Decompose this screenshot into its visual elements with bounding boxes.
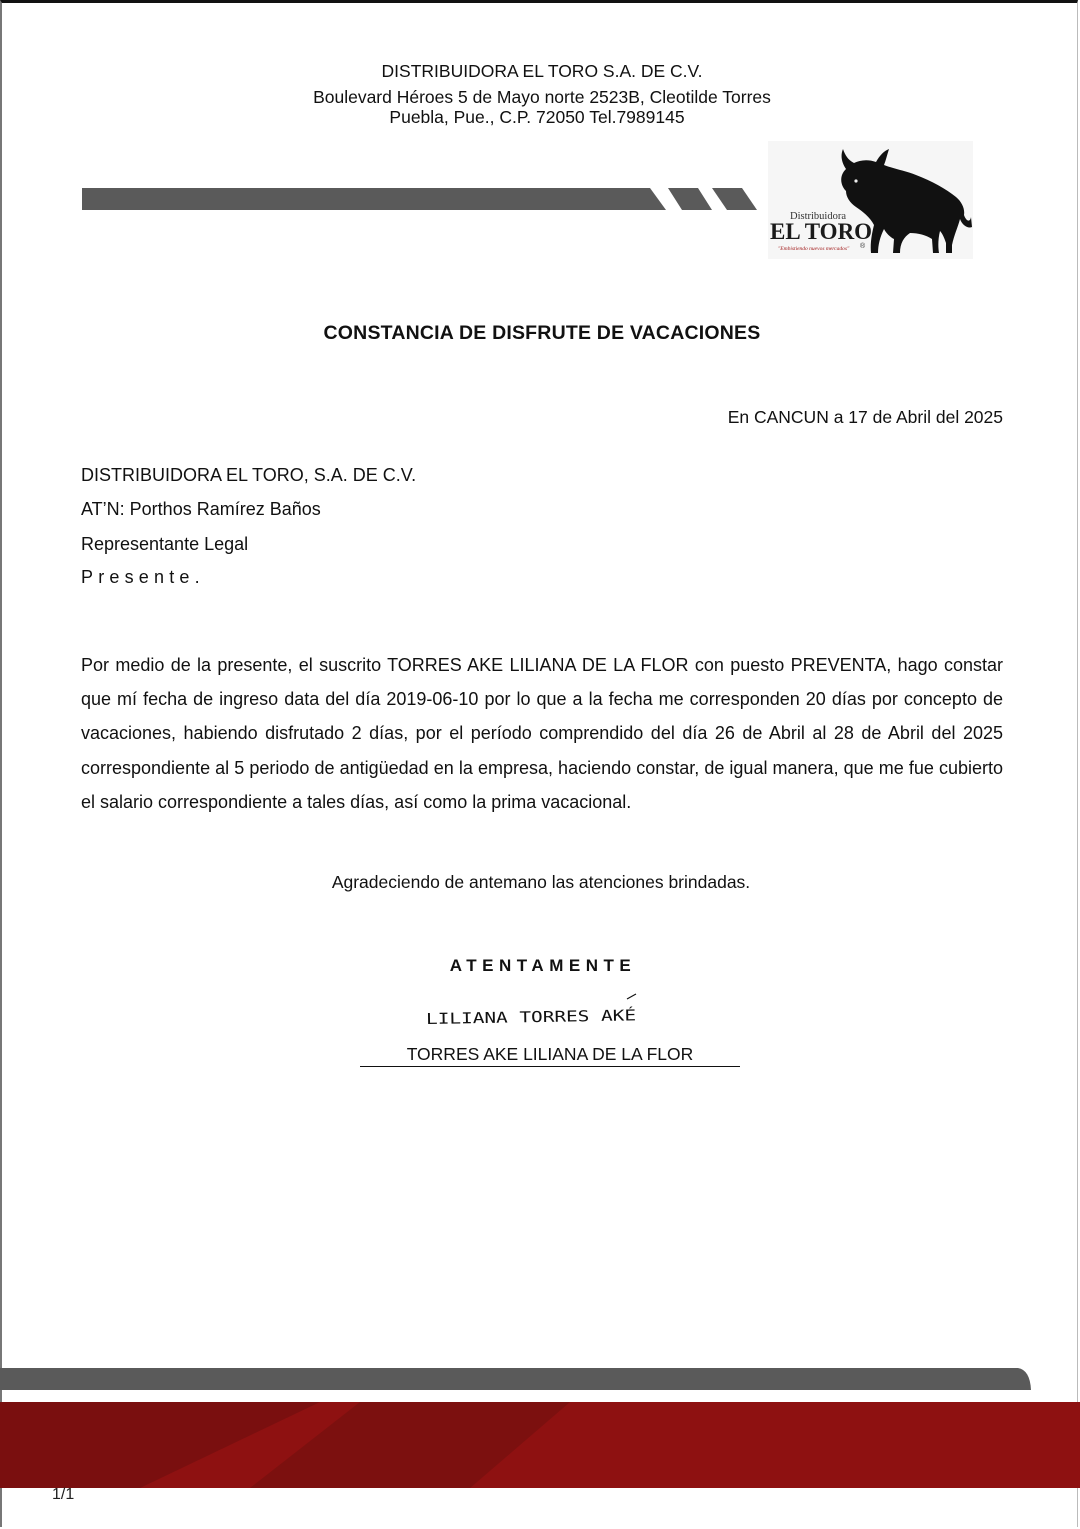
atentamente-label: ATENTAMENTE [449, 956, 637, 975]
logo-brand: EL TORO [770, 219, 873, 244]
logo-small-text: Distribuidora [790, 211, 846, 222]
signer-name: TORRES AKE LILIANA DE LA FLOR [406, 1044, 694, 1064]
signature-text: LILIANA TORRES AKÉ [425, 1007, 589, 1028]
place-date: En CANCUN a 17 de Abril del 2025 [727, 407, 1003, 427]
handwritten-signature [420, 993, 660, 1029]
recipient-company: DISTRIBUIDORA EL TORO, S.A. DE C.V. [81, 465, 417, 485]
page-indicator: 1/1 [52, 1486, 75, 1503]
logo-tagline: "Embistiendo nuevos mercados" [778, 246, 850, 252]
signature-line [360, 1066, 740, 1067]
body-paragraph: Por medio de la presente, el suscrito TORRES AKE LILIANA DE LA FLOR con puesto PREVENTA, hago constar que mí fecha de ingreso data del día 2019-06-10 por lo que a la fecha me corresponden 20 días por concepto de vacaciones, habiendo disfrutado 2 días, por el período comprendido del día 26 de Abril al 28 de Abril del 2025 correspondiente al 5 periodo de antigüedad en la empresa, haciendo constar, de igual manera, que me fue cubierto el salario correspondiente a tales días, así como la prima vacacional. [81, 655, 1003, 812]
recipient-role: Representante Legal [81, 534, 249, 554]
letterhead-address-line1: Boulevard Héroes 5 de Mayo norte 2523B, Cleotilde Torres [313, 87, 771, 107]
company-logo [768, 141, 973, 259]
recipient-presente: Presente. [81, 567, 205, 587]
recipient-attn: AT’N: Porthos Ramírez Baños [81, 499, 321, 519]
header-decorative-band [0, 180, 770, 220]
letterhead-address-line2: Puebla, Pue., C.P. 72050 Tel.7989145 [389, 107, 685, 127]
document-title: CONSTANCIA DE DISFRUTE DE VACACIONES [323, 322, 761, 344]
logo-registered: ® [860, 243, 866, 250]
letterhead-company: DISTRIBUIDORA EL TORO S.A. DE C.V. [381, 61, 703, 81]
footer-decorative-band [0, 1366, 1080, 1491]
closing-text: Agradeciendo de antemano las atenciones brindadas. [331, 872, 751, 892]
